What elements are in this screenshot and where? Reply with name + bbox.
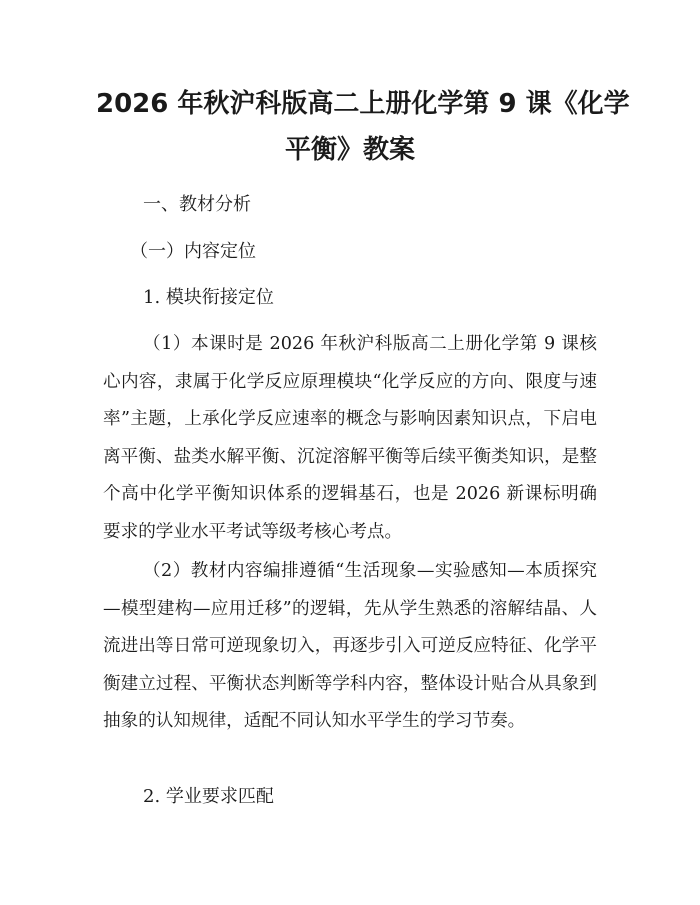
section-heading-textbook-analysis: 一、教材分析 [143,194,251,215]
item-heading-academic-requirements: 2. 学业要求匹配 [143,786,274,807]
subsection-heading-content-position: （一）内容定位 [130,241,256,262]
document-title-line-1: 2026 年秋沪科版高二上册化学第 9 课《化学 [96,89,630,119]
item-heading-module-connection: 1. 模块衔接定位 [143,287,274,308]
paragraph-1: （1）本课时是 2026 年秋沪科版高二上册化学第 9 课核心内容，隶属于化学反应原理模块“化学反应的方向、限度与速率”主题，上承化学反应速率的概念与影响因素知识点，下启电离平衡、盐类水解平衡、沉淀溶解平衡等后续平衡类知识，是整个高中化学平衡知识体系的逻辑基石，也是 2026 新课标明确要求的学业水平考试等级考核心考点。 [103,334,597,542]
paragraph-2: （2）教材内容编排遵循“生活现象—实验感知—本质探究—模型建构—应用迁移”的逻辑，先从学生熟悉的溶解结晶、人流进出等日常可逆现象切入，再逐步引入可逆反应特征、化学平衡建立过程、平衡状态判断等学科内容，整体设计贴合从具象到抽象的认知规律，适配不同认知水平学生的学习节奏。 [103,561,597,731]
document-title-line-2: 平衡》教案 [284,135,415,165]
